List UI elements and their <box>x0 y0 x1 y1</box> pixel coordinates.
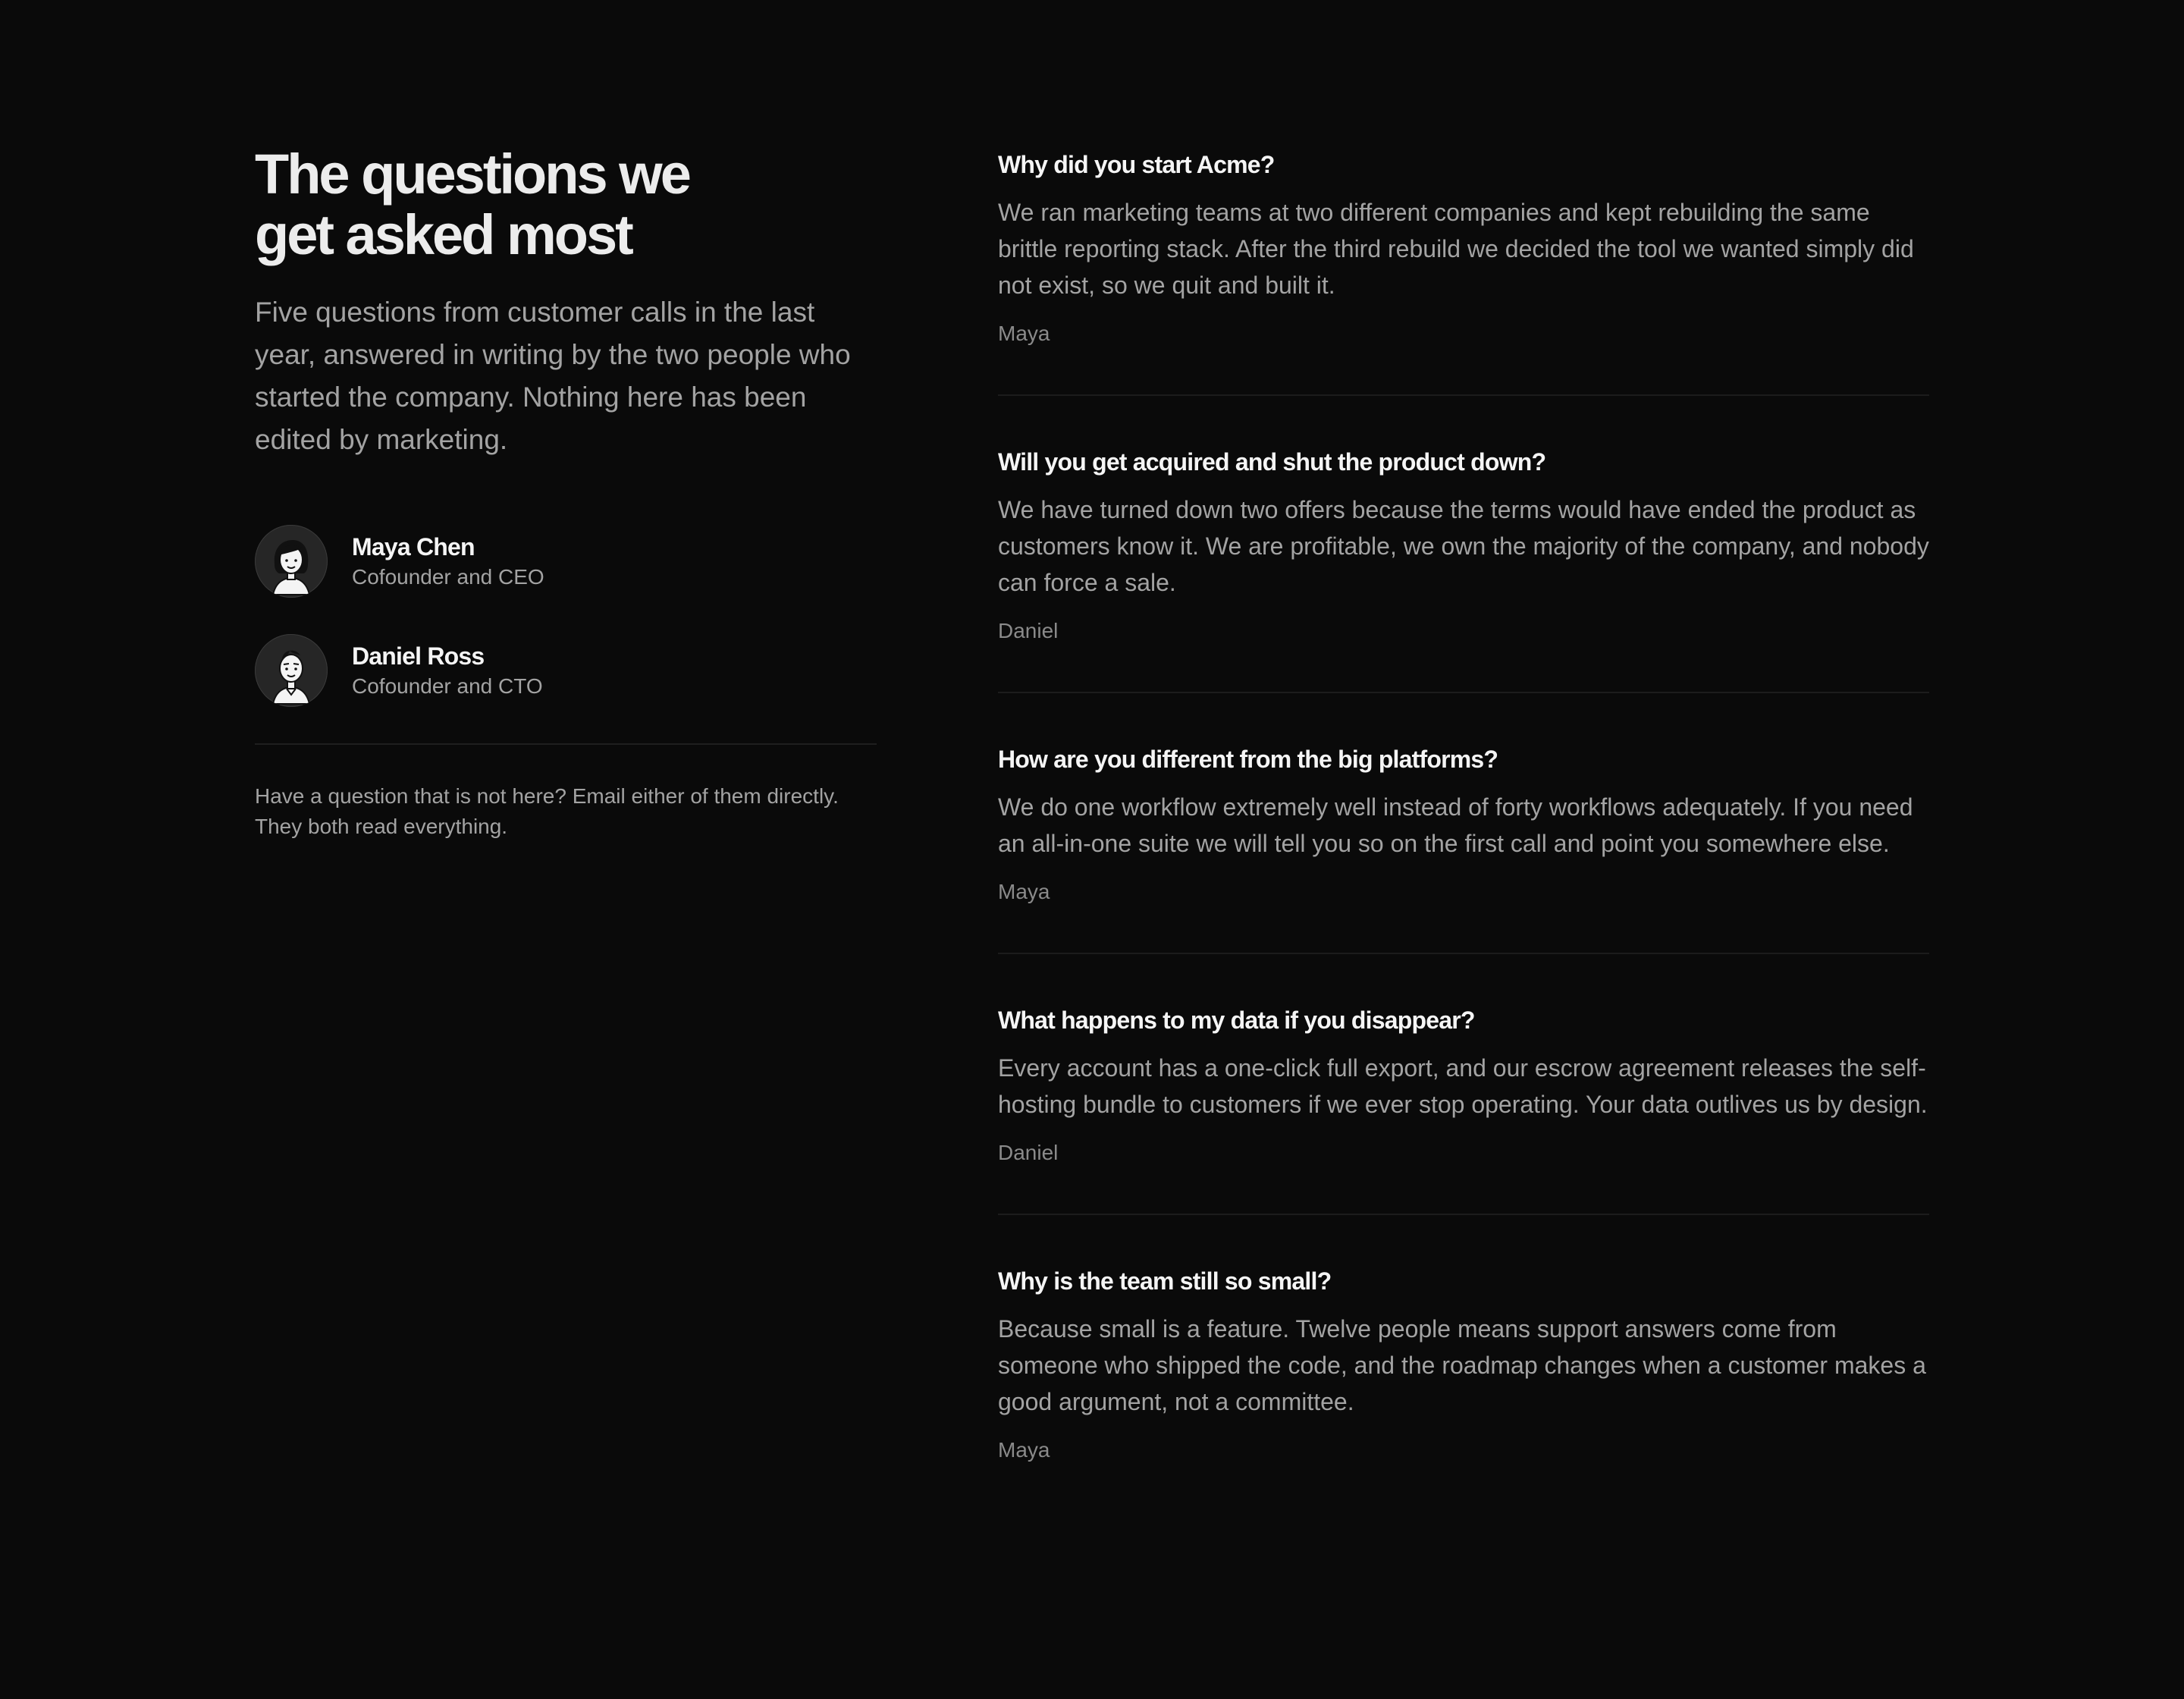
faq-author: Maya <box>998 880 1050 903</box>
founder-maya-chen <box>255 525 877 598</box>
faq-divider <box>998 1214 1929 1215</box>
founder-text <box>352 531 544 592</box>
founders-list <box>255 525 877 707</box>
founder-daniel-ross <box>255 634 877 707</box>
woman-avatar-icon <box>255 525 328 598</box>
man-avatar-icon <box>255 634 328 707</box>
faq-answer: We ran marketing teams at two different companies and kept rebuilding the same brittle reporting stack. After the third rebuild we decided the tool we wanted simply did not exist, so we quit and built it. <box>998 199 1914 299</box>
contact-note: Have a question that is not here? Email either of them directly. They both read everything. <box>255 784 839 838</box>
founder-role: Cofounder and CEO <box>352 565 544 589</box>
faq-question: Why is the team still so small? <box>998 1267 1332 1295</box>
faq-answer: Because small is a feature. Twelve people means support answers come from someone who shipped the code, and the roadmap changes when a customer makes a good argument, not a committee. <box>998 1315 1926 1415</box>
faq-author: Daniel <box>998 1141 1059 1164</box>
faq-divider <box>998 953 1929 954</box>
founder-name: Maya Chen <box>352 533 475 561</box>
faq-answer: We do one workflow extremely well instead of forty workflows adequately. If you need an all-in-one suite we will tell you so on the first call and point you somewhere else. <box>998 793 1913 857</box>
faq-answer: We have turned down two offers because the terms would have ended the product as customers know it. We are profitable, we own the majority of the company, and nobody can force a sale. <box>998 496 1929 596</box>
faq-item <box>998 739 1929 907</box>
founder-role: Cofounder and CTO <box>352 674 543 698</box>
faq-divider <box>998 692 1929 693</box>
faq-question: How are you different from the big platforms? <box>998 746 1498 773</box>
faq-question: Why did you start Acme? <box>998 151 1275 178</box>
faq-list <box>998 144 1929 1465</box>
faq-question: Will you get acquired and shut the product down? <box>998 448 1546 476</box>
faq-author: Daniel <box>998 619 1059 642</box>
section-divider <box>255 743 877 745</box>
intro-section <box>255 144 877 842</box>
faq-item <box>998 441 1929 646</box>
faq-item <box>998 1261 1929 1465</box>
faq-author: Maya <box>998 322 1050 345</box>
faq-item <box>998 144 1929 349</box>
intro-description: Five questions from customer calls in the last year, answered in writing by the two people who started the company. Nothing here has been edited by marketing. <box>255 297 851 455</box>
faq-question: What happens to my data if you disappear? <box>998 1007 1475 1034</box>
founder-text <box>352 640 543 701</box>
founder-name: Daniel Ross <box>352 642 485 670</box>
page-title: The questions we get asked most <box>255 143 689 266</box>
faq-divider <box>998 394 1929 396</box>
faq-answer: Every account has a one-click full export, and our escrow agreement releases the self-hosting bundle to customers if we ever stop operating. Your data outlives us by design. <box>998 1054 1928 1118</box>
faq-author: Maya <box>998 1438 1050 1462</box>
faq-item <box>998 1000 1929 1168</box>
